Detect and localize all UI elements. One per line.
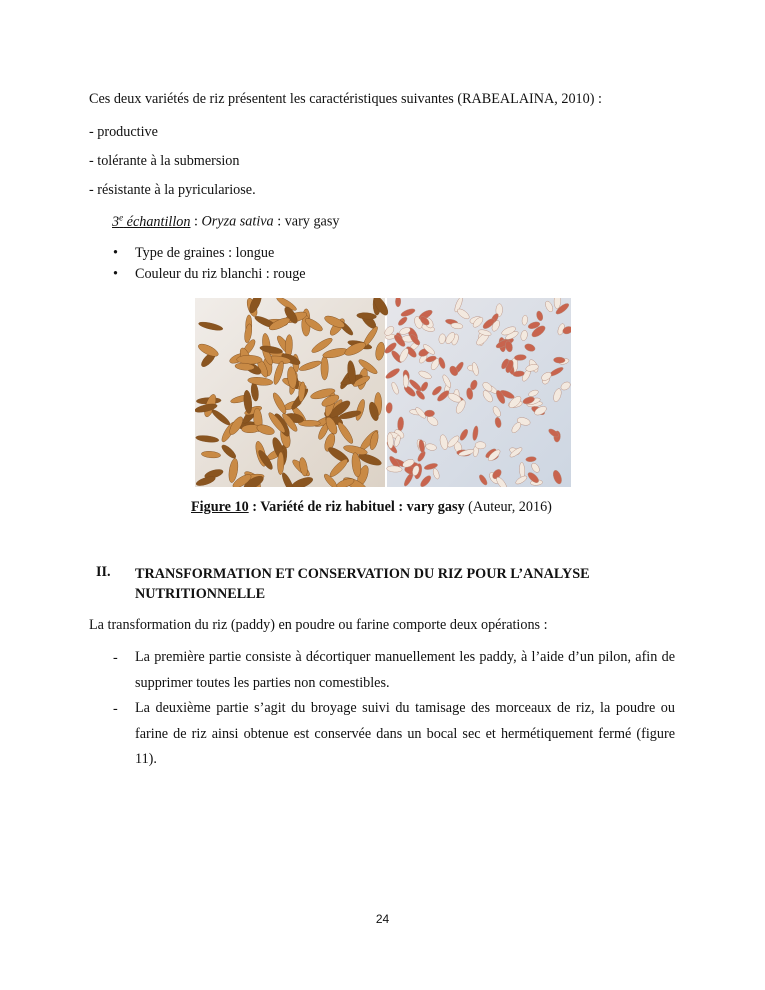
figure-number: Figure 10: [191, 499, 249, 515]
sample-label: 3e échantillon: [112, 212, 191, 230]
photo-divider: [385, 298, 387, 487]
red-rice-grain: [475, 442, 486, 450]
trait-productive: - productive: [89, 124, 158, 140]
bullet-icon: •: [113, 245, 118, 261]
step-dash: -: [113, 701, 118, 717]
rice-photo: [195, 298, 571, 487]
step-dehusking: La première partie consiste à décortiquer manuellement les paddy, à l’aide d’un pilon, afin de supprimer toutes les parties non comestibles.: [135, 649, 675, 691]
trait-pyriculariose: - résistante à la pyriculariose.: [89, 182, 256, 198]
species-name: Oryza sativa: [201, 213, 274, 230]
trait-submersion: - tolérante à la submersion: [89, 153, 240, 169]
intro-paragraph: Ces deux variétés de riz présentent les caractéristiques suivantes (RABEALAINA, 2010) :: [89, 91, 602, 107]
paddy-grain: [321, 356, 328, 380]
section-title: TRANSFORMATION ET CONSERVATION DU RIZ POUR L’ANALYSE NUTRITIONNELLE: [135, 566, 590, 602]
bullet-grain-type: • Type de graines : longue: [113, 245, 275, 261]
figure-caption: [191, 499, 552, 516]
red-rice-grain: [395, 298, 401, 307]
rice-photo-graphic: [195, 298, 571, 487]
section-number: II.: [96, 564, 111, 580]
step-grinding: La deuxième partie s’agit du broyage suivi du tamisage des morceaux de riz, la poudre ou farine de riz ainsi obtenue est conservée dans un bocal sec et hermétiquement fermé (figure 11).: [135, 700, 675, 767]
bullet-icon: •: [113, 266, 118, 282]
step-dash: -: [113, 650, 118, 666]
bullet-rice-color: • Couleur du riz blanchi : rouge: [113, 266, 306, 282]
red-rice-grain: [424, 410, 434, 417]
transformation-intro: La transformation du riz (paddy) en poudre ou farine comporte deux opérations :: [89, 617, 548, 633]
sample-heading: 3e échantillon : Oryza sativa : vary gasy: [112, 212, 340, 230]
page-number: 24: [375, 912, 390, 926]
figure-title: : Variété de riz habituel : vary gasy: [248, 499, 465, 515]
figure-source: (Auteur, 2016): [464, 499, 552, 515]
